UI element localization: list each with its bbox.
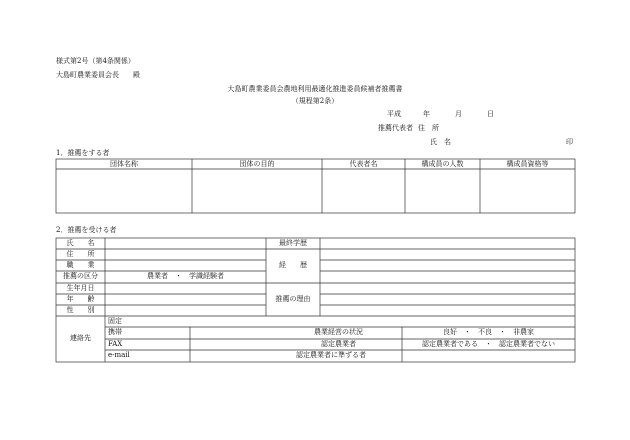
farm-status-options: 良好 ・ 不良 ・ 非農家 — [443, 328, 534, 336]
document-subtitle: （規程第2条） — [291, 97, 339, 105]
column-header-group-name: 団体名称 — [110, 160, 138, 168]
label-contact: 連絡先 — [70, 334, 91, 342]
section2-heading: 2．推薦を受ける者 — [56, 226, 117, 234]
label-birthdate: 生年月日 — [66, 284, 95, 292]
label-name: 氏 名 — [66, 239, 95, 247]
representative-address-label: 住 所 — [418, 124, 439, 132]
label-occupation: 職 業 — [66, 261, 95, 269]
label-contact-email: e-mail — [108, 351, 130, 359]
form-number: 様式第2号（第4条関係） — [56, 57, 135, 65]
label-sex: 性 別 — [66, 306, 95, 314]
section1-heading: 1．推薦をする者 — [56, 149, 110, 157]
label-contact-mobile: 携帯 — [108, 328, 122, 336]
label-certified-farmer: 認定農業者 — [321, 340, 356, 348]
column-header-group-purpose: 団体の目的 — [239, 160, 275, 168]
label-farm-status: 農業経営の状況 — [314, 328, 363, 336]
column-header-representative: 代表者名 — [349, 160, 378, 168]
column-header-member-qualification: 構成員資格等 — [506, 160, 549, 168]
representative-label: 推薦代表者 — [378, 124, 413, 132]
label-age: 年 齢 — [66, 295, 95, 303]
label-quasi-certified-farmer: 認定農業者に準ずる者 — [296, 351, 366, 359]
label-contact-fax: FAX — [108, 340, 123, 348]
date-year-label: 年 — [423, 110, 430, 118]
representative-name-label: 氏 名 — [430, 138, 451, 146]
certified-farmer-options: 認定農業者である ・ 認定農業者でない — [422, 340, 555, 348]
label-reason: 推薦の理由 — [275, 295, 311, 303]
label-category: 推薦の区分 — [63, 272, 98, 280]
label-education: 最終学歴 — [279, 239, 307, 247]
date-month-label: 月 — [455, 110, 462, 118]
column-header-member-count: 構成員の人数 — [421, 160, 464, 168]
label-career: 経 歴 — [279, 261, 307, 269]
category-options: 農業者 ・ 学識経験者 — [147, 272, 224, 280]
label-contact-fixed: 固定 — [108, 317, 122, 325]
seal-mark: 印 — [566, 138, 573, 146]
date-era: 平成 — [387, 110, 401, 118]
label-address: 住 所 — [66, 250, 95, 258]
date-day-label: 日 — [487, 110, 494, 118]
document-title: 大島町農業委員会農地利用最適化推進委員候補者推薦書 — [227, 85, 403, 93]
addressee: 大島町農業委員会長 殿 — [56, 71, 140, 79]
